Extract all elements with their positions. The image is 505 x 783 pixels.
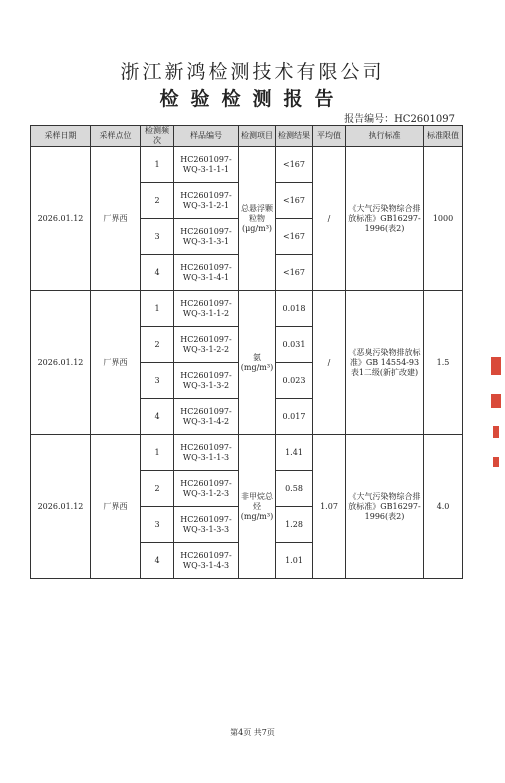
average: / (313, 147, 346, 291)
result: <167 (276, 147, 313, 183)
col-frequency: 检测频次 (141, 126, 174, 147)
col-limit: 标准限值 (424, 126, 463, 147)
table-row (31, 291, 463, 327)
sample-date: 2026.01.12 (31, 435, 91, 579)
frequency: 4 (141, 543, 174, 579)
col-site: 采样点位 (91, 126, 141, 147)
result: 0.018 (276, 291, 313, 327)
frequency: 3 (141, 507, 174, 543)
col-item: 检测项目 (239, 126, 276, 147)
result: <167 (276, 183, 313, 219)
page-number: 第4页 共7页 (230, 728, 275, 737)
frequency: 3 (141, 219, 174, 255)
average: 1.07 (313, 435, 346, 579)
limit: 1.5 (424, 291, 463, 435)
frequency: 4 (141, 399, 174, 435)
col-result: 检测结果 (276, 126, 313, 147)
result: 1.01 (276, 543, 313, 579)
test-item: 氨(mg/m³) (239, 291, 276, 435)
result: 0.58 (276, 471, 313, 507)
sample-site: 厂界西 (91, 435, 141, 579)
result: 0.031 (276, 327, 313, 363)
col-sample-id: 样品编号 (174, 126, 239, 147)
report-number: 报告编号：HC2601097 (344, 114, 455, 125)
frequency: 1 (141, 435, 174, 471)
standard: 《大气污染物综合排放标准》GB16297-1996(表2) (346, 435, 424, 579)
frequency: 2 (141, 327, 174, 363)
col-date: 采样日期 (31, 126, 91, 147)
sample-id: HC2601097-WQ-3-1-3-1 (174, 219, 239, 255)
seal-mark (489, 455, 503, 477)
seal-mark (489, 424, 503, 446)
sample-id: HC2601097-WQ-3-1-3-3 (174, 507, 239, 543)
sample-id: HC2601097-WQ-3-1-4-1 (174, 255, 239, 291)
result: 1.41 (276, 435, 313, 471)
limit: 4.0 (424, 435, 463, 579)
sample-id: HC2601097-WQ-3-1-3-2 (174, 363, 239, 399)
seal-mark (489, 355, 503, 377)
sample-date: 2026.01.12 (31, 147, 91, 291)
result: 0.023 (276, 363, 313, 399)
sample-id: HC2601097-WQ-3-1-4-3 (174, 543, 239, 579)
sample-site: 厂界西 (91, 147, 141, 291)
seal-mark (489, 392, 503, 414)
result: 0.017 (276, 399, 313, 435)
sample-id: HC2601097-WQ-3-1-2-3 (174, 471, 239, 507)
frequency: 2 (141, 183, 174, 219)
test-item: 总悬浮颗粒物(μg/m³) (239, 147, 276, 291)
col-standard: 执行标准 (346, 126, 424, 147)
report-title: 检验检测报告 (159, 88, 346, 110)
result: <167 (276, 219, 313, 255)
average: / (313, 291, 346, 435)
sample-site: 厂界西 (91, 291, 141, 435)
standard: 《大气污染物综合排放标准》GB16297-1996(表2) (346, 147, 424, 291)
sample-id: HC2601097-WQ-3-1-2-1 (174, 183, 239, 219)
table-row (31, 435, 463, 471)
result: 1.28 (276, 507, 313, 543)
sample-id: HC2601097-WQ-3-1-4-2 (174, 399, 239, 435)
frequency: 1 (141, 147, 174, 183)
sample-id: HC2601097-WQ-3-1-1-3 (174, 435, 239, 471)
frequency: 2 (141, 471, 174, 507)
results-table (30, 125, 463, 579)
table-row (31, 147, 463, 183)
frequency: 3 (141, 363, 174, 399)
sample-id: HC2601097-WQ-3-1-1-2 (174, 291, 239, 327)
frequency: 1 (141, 291, 174, 327)
col-average: 平均值 (313, 126, 346, 147)
table-header-row (31, 126, 463, 147)
standard: 《恶臭污染物排放标准》GB 14554-93 表1二级(新扩改建) (346, 291, 424, 435)
frequency: 4 (141, 255, 174, 291)
sample-id: HC2601097-WQ-3-1-1-1 (174, 147, 239, 183)
company-name: 浙江新鸿检测技术有限公司 (120, 61, 385, 83)
sample-date: 2026.01.12 (31, 291, 91, 435)
limit: 1000 (424, 147, 463, 291)
sample-id: HC2601097-WQ-3-1-2-2 (174, 327, 239, 363)
result: <167 (276, 255, 313, 291)
test-item: 非甲烷总烃(mg/m³) (239, 435, 276, 579)
